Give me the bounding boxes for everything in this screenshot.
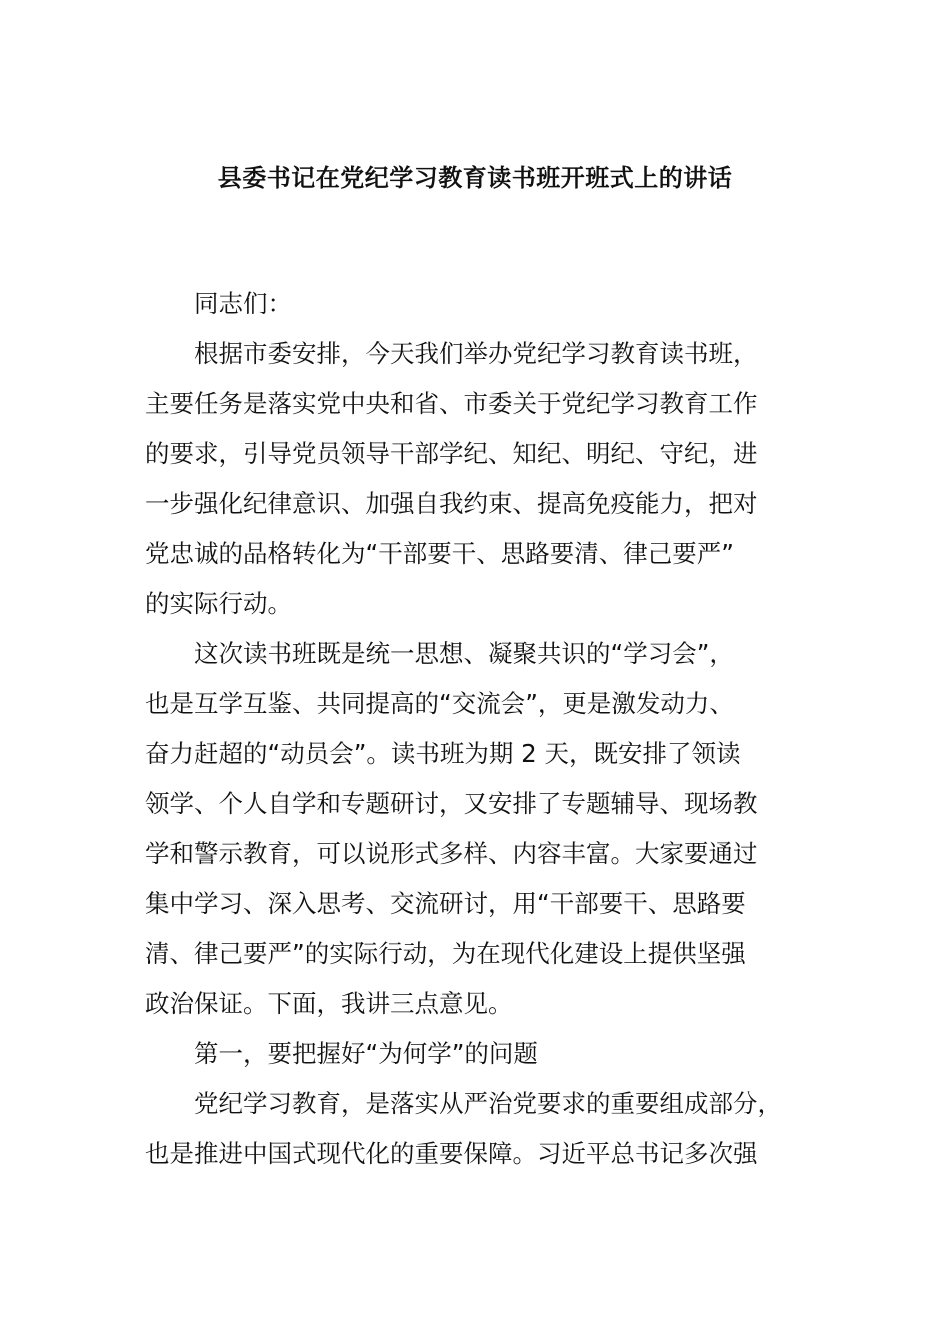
paragraph-1 <box>145 329 825 629</box>
text-line: 奋力赶超的“动员会”。读书班为期 2 天，既安排了领读 <box>145 739 741 768</box>
document-body <box>145 279 825 1179</box>
section-heading-1 <box>145 1029 825 1079</box>
document-title: 县委书记在党纪学习教育读书班开班式上的讲话 <box>217 164 733 192</box>
text-line: 主要任务是落实党中央和省、市委关于党纪学习教育工作 <box>145 389 758 418</box>
section-heading-text: 第一，要把握好“为何学”的问题 <box>194 1039 538 1068</box>
text-line: 也是推进中国式现代化的重要保障。习近平总书记多次强 <box>145 1139 758 1168</box>
text-line: 集中学习、深入思考、交流研讨，用“干部要干、思路要 <box>145 889 746 918</box>
text-line: 政治保证。下面，我讲三点意见。 <box>145 989 513 1018</box>
text-line: 党忠诚的品格转化为“干部要干、思路要清、律己要严” <box>145 539 734 568</box>
text-line: 清、律己要严”的实际行动，为在现代化建设上提供坚强 <box>145 939 746 968</box>
text-line: 学和警示教育，可以说形式多样、内容丰富。大家要通过 <box>145 839 758 868</box>
text-line: 一步强化纪律意识、加强自我约束、提高免疫能力，把对 <box>145 489 758 518</box>
text-line: 也是互学互鉴、共同提高的“交流会”，更是激发动力、 <box>145 689 734 718</box>
paragraph-2 <box>145 629 825 1029</box>
text-line: 这次读书班既是统一思想、凝聚共识的“学习会”， <box>194 639 734 668</box>
paragraph-3 <box>145 1079 825 1179</box>
salutation: 同志们： <box>194 289 292 318</box>
text-line: 根据市委安排，今天我们举办党纪学习教育读书班， <box>194 339 758 368</box>
text-line: 的要求，引导党员领导干部学纪、知纪、明纪、守纪，进 <box>145 439 758 468</box>
text-line: 的实际行动。 <box>145 589 292 618</box>
text-line: 党纪学习教育，是落实从严治党要求的重要组成部分， <box>194 1089 782 1118</box>
text-line: 领学、个人自学和专题研讨，又安排了专题辅导、现场教 <box>145 789 758 818</box>
